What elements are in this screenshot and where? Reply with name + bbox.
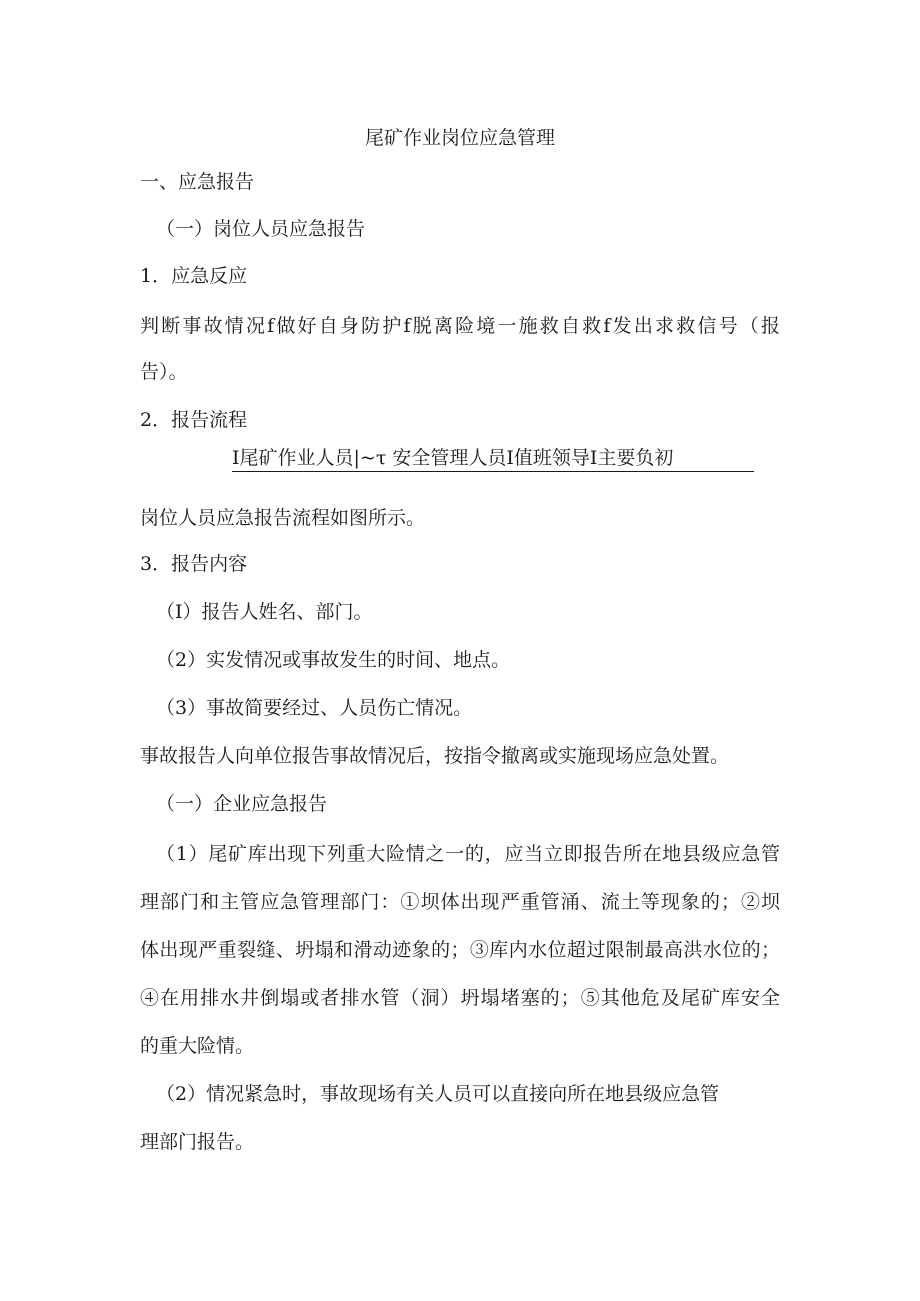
section-heading-emergency-report: 一、应急报告 — [140, 171, 255, 193]
enterprise-report-1-line3: 体出现严重裂缝、坍塌和滑动迹象的；③库内水位超过限制最高洪水位的； — [140, 939, 780, 961]
subsection-heading-enterprise-report: （一）企业应急报告 — [156, 793, 328, 815]
enterprise-report-1-line5: 的重大险情。 — [140, 1035, 255, 1057]
paragraph-after-report: 事故报告人向单位报告事故情况后，按指令撤离或实施现场应急处置。 — [140, 745, 730, 767]
enterprise-report-1-line1: （1）尾矿库出现下列重大险情之一的，应当立即报告所在地县级应急管 — [156, 843, 780, 865]
report-content-item-3: （3）事故简要经过、人员伤亡情况。 — [156, 697, 473, 719]
item-heading-report-content: 3．报告内容 — [140, 553, 248, 575]
subsection-heading-post-staff-report: （一）岗位人员应急报告 — [156, 218, 366, 240]
report-flow-diagram: I尾矿作业人员|~τ 安全管理人员I值班领导I主要负初 — [232, 446, 754, 472]
document-title: 尾矿作业岗位应急管理 — [364, 127, 555, 149]
enterprise-report-1-line4: ④在用排水井倒塌或者排水管（洞）坍塌堵塞的；⑤其他危及尾矿库安全 — [140, 987, 780, 1009]
flow-caption: 岗位人员应急报告流程如图所示。 — [140, 507, 426, 529]
item-heading-report-process: 2．报告流程 — [140, 409, 248, 431]
paragraph-emergency-response-line1: 判断事故情况f做好自身防护f脱离险境一施救自救f发出求救信号（报 — [140, 315, 780, 337]
paragraph-emergency-response-line2: 告）。 — [140, 361, 188, 383]
report-content-item-1: （I）报告人姓名、部门。 — [156, 601, 373, 623]
enterprise-report-2-line2: 理部门报告。 — [140, 1131, 255, 1153]
enterprise-report-2-line1: （2）情况紧急时，事故现场有关人员可以直接向所在地县级应急管 — [156, 1083, 720, 1105]
item-heading-emergency-response: 1．应急反应 — [140, 265, 248, 287]
report-content-item-2: （2）实发情况或事故发生的时间、地点。 — [156, 649, 511, 671]
enterprise-report-1-line2: 理部门和主管应急管理部门：①坝体出现严重管涌、流土等现象的；②坝 — [140, 891, 780, 913]
